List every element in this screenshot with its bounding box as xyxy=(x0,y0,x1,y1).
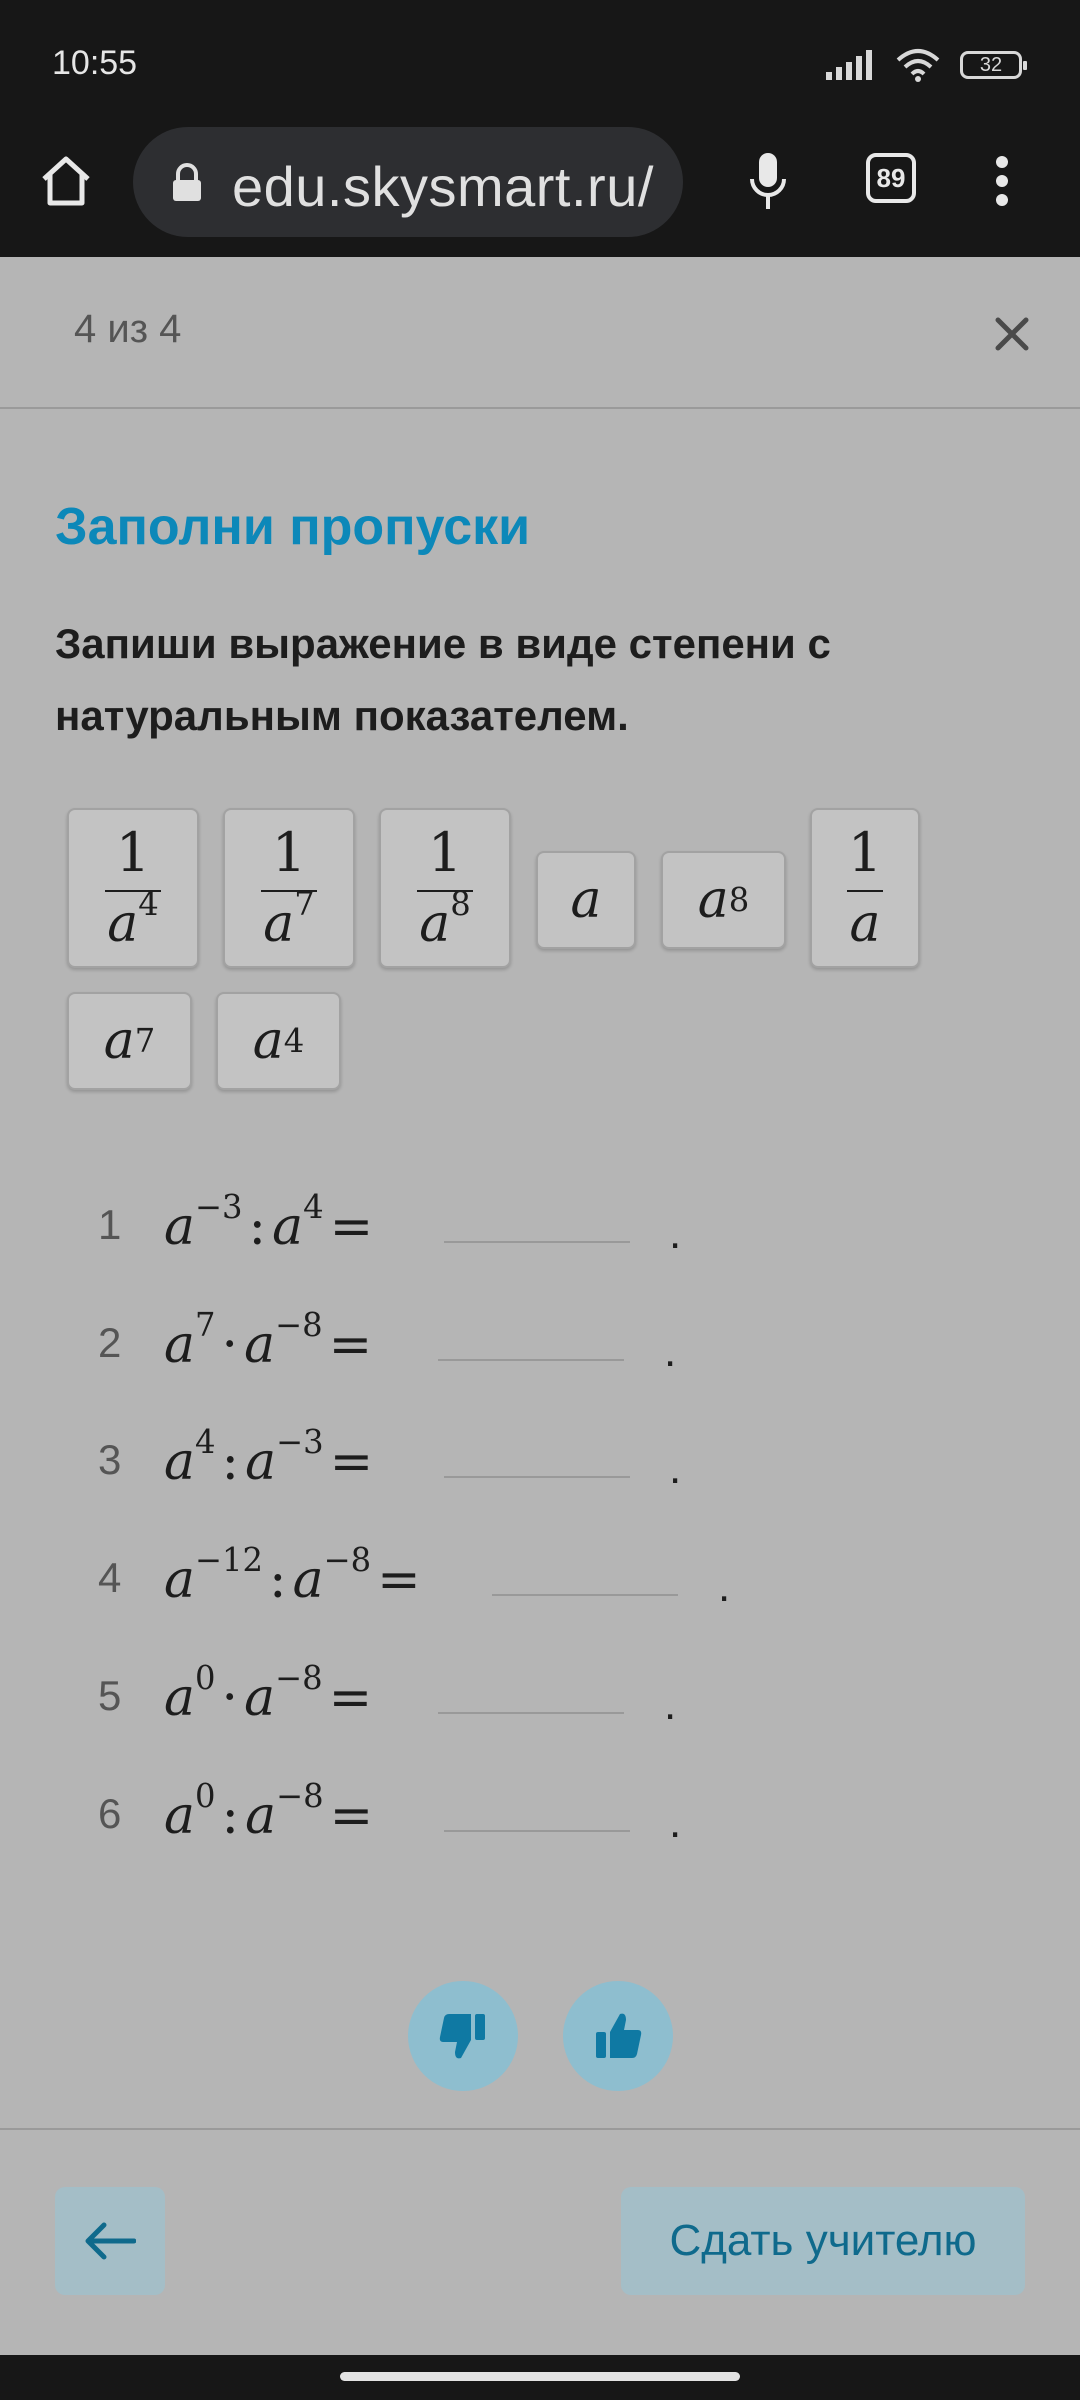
wifi-icon xyxy=(896,48,940,82)
equation-expression: $a^{-12}$ : $a^{-8}$ = xyxy=(164,1541,421,1610)
equation-number: 6 xyxy=(98,1790,122,1837)
signal-icon xyxy=(826,50,876,80)
answer-blank[interactable] xyxy=(438,1359,624,1361)
home-icon[interactable] xyxy=(36,151,96,211)
option-base: a xyxy=(263,894,295,954)
answer-blank[interactable] xyxy=(492,1594,678,1596)
option-exponent: 4 xyxy=(138,885,159,924)
equation-row xyxy=(0,1306,1080,1389)
option-tile[interactable] xyxy=(810,808,920,968)
like-button[interactable] xyxy=(563,1981,673,2091)
equation-number: 2 xyxy=(98,1319,122,1366)
equation-row xyxy=(0,1188,1080,1271)
fraction-numerator: 1 xyxy=(427,821,463,884)
equation-expression: $a^0$ : $a^{-8}$ = xyxy=(164,1777,374,1846)
close-icon[interactable] xyxy=(990,312,1034,356)
browser-toolbar xyxy=(0,125,1080,257)
equation-period: . xyxy=(669,1209,682,1258)
option-tile[interactable]: a 7 xyxy=(67,992,192,1090)
back-button[interactable] xyxy=(55,2187,165,2295)
option-tile[interactable] xyxy=(67,808,199,968)
equation-expression: $a^0 \cdot a^{-8}$ = xyxy=(164,1659,373,1728)
equation-expression: $a^4$ : $a^{-3}$ = xyxy=(164,1423,374,1492)
equation-number: 3 xyxy=(98,1436,122,1483)
option-tile[interactable]: a 8 xyxy=(661,851,786,949)
system-nav-bar xyxy=(0,2355,1080,2400)
lock-icon xyxy=(170,163,204,203)
option-tile[interactable] xyxy=(223,808,355,968)
thumbs-down-icon xyxy=(435,2008,491,2064)
equation-period: . xyxy=(669,1798,682,1847)
option-base: a xyxy=(252,1011,284,1071)
equation-expression: $a^{-3}$ : $a^4$ = xyxy=(164,1188,374,1257)
answer-blank[interactable] xyxy=(438,1712,624,1714)
task-heading: Заполни пропуски xyxy=(55,498,531,556)
option-base: a xyxy=(107,894,139,954)
task-progress: 4 из 4 xyxy=(74,307,182,351)
task-header xyxy=(0,257,1080,409)
thumbs-up-icon xyxy=(590,2008,646,2064)
equation-period: . xyxy=(669,1444,682,1493)
fraction-numerator: 1 xyxy=(847,821,883,884)
option-base: a xyxy=(419,894,451,954)
url-text: edu.skysmart.ru/ xyxy=(232,155,654,218)
tab-switcher-button[interactable]: 89 xyxy=(866,153,916,203)
equation-expression: $a^7 \cdot a^{-8}$ = xyxy=(164,1306,373,1375)
equation-row xyxy=(0,1659,1080,1742)
fraction-numerator: 1 xyxy=(115,821,151,884)
fraction-numerator: 1 xyxy=(271,821,307,884)
option-tile[interactable] xyxy=(536,851,636,949)
microphone-icon[interactable] xyxy=(740,149,796,215)
option-exponent: 7 xyxy=(294,885,315,924)
arrow-left-icon xyxy=(84,2221,136,2261)
dislike-button[interactable] xyxy=(408,1981,518,2091)
equation-row xyxy=(0,1423,1080,1506)
equation-number: 5 xyxy=(98,1672,122,1719)
status-icons xyxy=(826,48,1022,82)
equation-period: . xyxy=(664,1680,677,1729)
battery-icon xyxy=(960,51,1022,79)
answer-blank[interactable] xyxy=(444,1830,630,1832)
option-base: a xyxy=(103,1011,135,1071)
answer-blank[interactable] xyxy=(444,1476,630,1478)
equation-row xyxy=(0,1541,1080,1624)
equation-period: . xyxy=(718,1562,731,1611)
option-tile[interactable]: a 4 xyxy=(216,992,341,1090)
footer-divider xyxy=(0,2128,1080,2130)
option-base: a xyxy=(849,894,881,954)
equation-period: . xyxy=(664,1327,677,1376)
address-bar[interactable] xyxy=(133,127,683,237)
equation-row xyxy=(0,1777,1080,1860)
option-base: a xyxy=(570,870,602,930)
option-tile[interactable] xyxy=(379,808,511,968)
status-bar xyxy=(0,0,1080,125)
option-exponent: 8 xyxy=(450,885,471,924)
status-time: 10:55 xyxy=(52,44,138,82)
home-gesture-handle[interactable] xyxy=(340,2372,740,2381)
equation-number: 1 xyxy=(98,1201,122,1248)
battery-level: 32 xyxy=(979,53,1003,76)
more-menu-icon[interactable] xyxy=(986,151,1018,211)
option-base: a xyxy=(697,870,729,930)
submit-to-teacher-button[interactable]: Сдать учителю xyxy=(621,2187,1025,2295)
answer-blank[interactable] xyxy=(444,1241,630,1243)
equation-number: 4 xyxy=(98,1554,122,1601)
task-instruction: Запиши выражение в виде степени с натуральным показателем. xyxy=(55,620,831,739)
